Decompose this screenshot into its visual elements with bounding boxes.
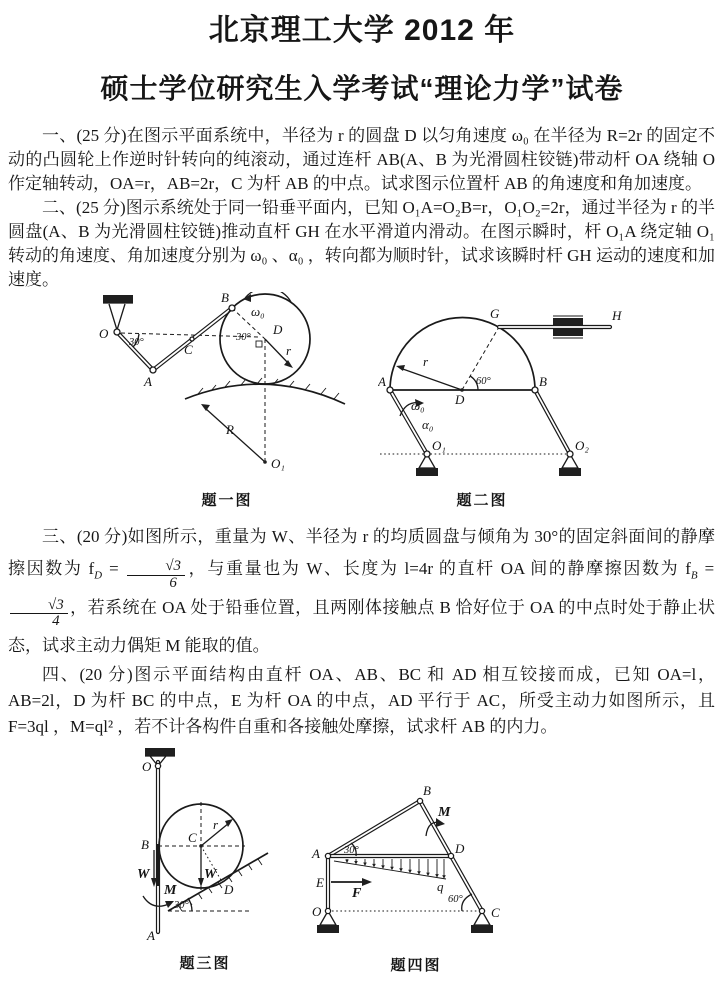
p3-seg2: ，与重量也为 W、长度为 l=4r 的直杆 OA 间的静摩擦因数为 f [187,559,691,578]
fig3-hinge-o [155,763,160,768]
fig2-crank-o2b [535,390,570,454]
fig2-label-a: A [378,374,386,389]
problem-2-text: 二、(25 分)图示系统处于同一铅垂平面内，已知 O₁A=O₂B=r，O₁O₂=2r，通过半径为 r 的半圆盘(A、B 为光滑圆柱铰链)推动直杆 GH 在水平滑道内滑动。在图示瞬时，杆 O₁A 绕定轴 O₁ 转动的角速度、角加速度分别为 ω₀ 、α₀ ，转向都为顺时针，试求该瞬时杆 GH 运动的速度和加速度。 [8,198,715,289]
fig1-label-c: C [184,342,193,357]
fig3-caption: 题三图 [179,956,231,972]
fig4-label-e: E [316,875,324,890]
figure-row-1 [0,292,724,514]
fig2-label-g: G [490,306,500,321]
fig4-label-b: B [423,783,431,798]
fig1-label-r: r [286,343,292,358]
fig1-label-d: D [273,322,283,337]
fig3-label-w-disk: W [204,867,217,882]
fig3-label-r: r [213,817,219,832]
fig4-hinge-c [479,908,484,913]
fig2-label-d: D [455,392,465,407]
figure-3-problem3-disk-rod [93,746,328,976]
fig2-caption: 题二图 [456,493,508,509]
fig4-hinge-a [325,853,330,858]
p3-eq2: = [697,559,715,578]
fig4-label-m: M [438,805,451,820]
fig2-label-omega0: ω₀ [411,398,425,413]
fig4-label-f: F [352,886,362,901]
fig4-angle-arc-c [462,894,472,911]
fig4-label-o: O [312,904,322,919]
figure-1-problem1-mechanism [55,292,390,514]
fig2-hinge-o1 [424,451,430,457]
fig4-label-q: q [437,879,444,894]
p3-eq1: = [102,559,126,578]
fig3-label-d: D [224,882,234,897]
fig3-label-c: C [188,830,197,845]
figure-2-problem2-mechanism [378,292,713,514]
fig4-label-c: C [491,905,500,920]
p3-sub-b: B [690,569,698,582]
fig3-label-b: B [141,837,149,852]
fig4-force-f-arrow [331,878,372,886]
fig2-label-b: B [539,374,547,389]
exam-title-line1: 北京理工大学 2012 年 [208,14,516,47]
fig3-label-m: M [164,883,177,898]
fig2-label-alpha0: α₀ [422,417,434,432]
fig2-hinge-a [387,387,393,393]
problem-1-text: 一、(25 分)在图示平面系统中，半径为 r 的圆盘 D 以匀角速度 ω₀ 在半径为 R=2r 的固定不动的凸圆轮上作逆时针转向的纯滚动，通过连杆 AB(A、B 为光滑圆柱铰链)带动杆 OA 绕轴 O 作定轴转动，OA=r，AB=2r，C 为杆 AB 的中点。试求图示位置杆 AB 的角速度和角加速度。 [8,126,715,193]
fig4-hinge-o [325,908,330,913]
fig1-label-b: B [221,292,229,305]
p3-sub-d: D [94,569,103,582]
fig4-label-d: D [455,841,465,856]
exam-title-line2: 硕士学位研究生入学考试“理论力学”试卷 [100,73,624,104]
fig3-label-a: A [147,928,155,943]
fig4-caption: 题四图 [390,958,442,974]
fig1-label-R: R [226,422,234,437]
fig1-label-omega0: ω₀ [251,304,265,319]
figure-4-problem4-frame [298,766,543,978]
fig3-label-angle: 30° [174,900,189,911]
fig2-label-o2: O₂ [575,438,589,453]
p3-seg3: ，若系统在 OA 处于铅垂位置，且两刚体接触点 B 恰好位于 OA 的中点时处于静止状态，试求主动力偶矩 M 能取的值。 [8,597,715,655]
fig4-hinge-d [448,853,453,858]
fig1-caption: 题一图 [201,493,253,509]
fig2-label-r: r [423,354,429,369]
fig1-label-a: A [144,374,152,389]
p3-seg1: 三、(20 分)如图所示，重量为 W、半径为 r 的均质圆盘与倾角为 30°的固定斜面间的静摩擦因数为 f [8,527,715,578]
fig1-label-o: O [99,326,109,341]
fig4-label-angle-a: 30° [344,845,359,856]
fig1-label-angle-o: 30° [129,337,144,348]
problem-3-text [8,521,715,662]
fig2-radius-arrow [396,365,462,390]
fig3-label-o: O [142,759,152,774]
fig1-label-o1: O₁ [271,456,285,471]
p3-fraction-1: $\frac{√3}{6}$ [127,559,185,592]
fig2-hinge-o2 [567,451,573,457]
fig4-hinge-b [417,798,422,803]
fig1-right-angle-mark [256,341,262,347]
fig1-hinge-b [229,305,235,311]
fig2-label-angle-d: 60° [476,376,491,387]
fig1-hinge-o [114,329,120,335]
fig2-label-o1: O₁ [432,438,446,453]
figure-row-2 [0,740,724,978]
fig4-support-c [471,911,493,933]
fig1-hinge-a [150,367,156,373]
fig4-distributed-load [334,859,446,879]
p3-fraction-2: $\frac{√3}{4}$ [10,598,68,631]
fig2-label-h: H [612,308,622,323]
fig2-hinge-b [532,387,538,393]
fig4-label-a: A [312,846,320,861]
fig4-label-angle-c: 60° [448,894,463,905]
fig1-wall-support [103,295,133,330]
fig3-label-w-rod: W [137,867,150,882]
problem-4-text: 四、(20 分)图示平面结构由直杆 OA、AB、BC 和 AD 相互铰接而成，已知 OA=l，AB=2l，D 为杆 BC 的中点，E 为杆 OA 的中点，AD 平行于 AC，所受主动力如图所示，且 F=3ql ，M=ql² ，若不计各构件自重和各接触处摩擦，试求杆 AB 的内力。 [8,665,715,736]
fig4-rod-ab [328,801,420,856]
fig1-point-c [190,337,194,341]
fig1-label-angle-d: 30° [236,332,251,343]
